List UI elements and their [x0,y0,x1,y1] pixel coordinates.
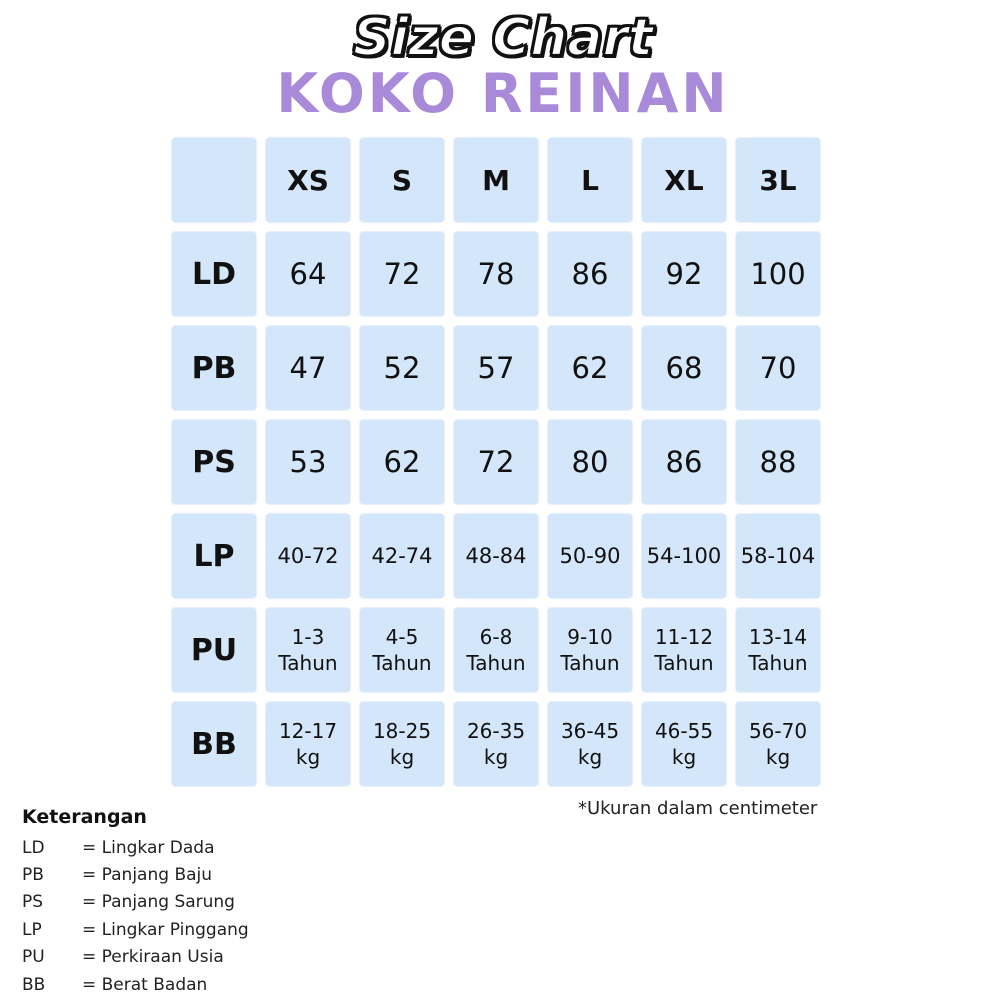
cell-value: kg [671,745,697,769]
table-cell [547,607,633,693]
cell-value: 50-90 [559,544,621,568]
size-header-label: M [482,163,510,197]
cell-value: 9-10 [567,625,613,649]
unit-note: *Ukuran dalam centimeter [578,798,818,819]
table-cell [359,231,445,317]
cell-value: 62 [571,351,609,385]
table-cell [265,513,351,599]
cell-value: 1-3 [291,625,325,649]
table-cell [735,607,821,693]
legend-title: Keterangan [22,806,147,828]
cell-value: Tahun [560,651,620,675]
legend-code: PB [22,865,44,886]
cell-value: 57 [477,351,515,385]
legend-code: PU [22,947,45,968]
cell-value: 56-70 [748,719,808,743]
cell-value: 86 [665,445,703,479]
table-corner-cell [171,137,257,223]
table-cell [265,231,351,317]
size-header-cell [735,137,821,223]
cell-value: 72 [477,445,515,479]
legend-list [22,834,342,998]
table-cell [735,701,821,787]
table-cell [735,325,821,411]
cell-value: kg [765,745,791,769]
cell-value: 62 [383,445,421,479]
chart-title: Size Chart [353,8,653,68]
cell-value: kg [389,745,415,769]
legend-item [22,861,342,888]
legend-item [22,944,342,971]
cell-value: 58-104 [740,544,816,568]
row-label-cell [171,513,257,599]
row-label: BB [191,726,237,762]
cell-value: 72 [383,257,421,291]
table-cell [265,701,351,787]
cell-value: 40-72 [277,544,339,568]
cell-value: kg [295,745,321,769]
table-cell [641,513,727,599]
cell-value: 92 [665,257,703,291]
cell-value: 6-8 [479,625,513,649]
size-header-cell [359,137,445,223]
table-cell [359,419,445,505]
table-cell [641,231,727,317]
cell-value: Tahun [466,651,526,675]
table-cell [359,607,445,693]
legend-meaning: = Berat Badan [82,974,208,995]
table-cell [453,701,539,787]
row-label-cell [171,231,257,317]
row-label-cell [171,419,257,505]
table-cell [735,231,821,317]
row-label: LD [191,256,237,292]
cell-value: 46-55 [654,719,714,743]
size-header-cell [547,137,633,223]
cell-value: 36-45 [560,719,620,743]
table-cell [735,419,821,505]
row-label-cell [171,701,257,787]
table-cell [359,325,445,411]
cell-value: kg [483,745,509,769]
cell-value: 64 [289,257,327,291]
cell-value: Tahun [654,651,714,675]
size-header-label: L [581,163,599,197]
table-cell [735,513,821,599]
table-cell [359,513,445,599]
cell-value: 86 [571,257,609,291]
brand-subtitle: KOKO REINAN [276,62,730,125]
legend-meaning: = Panjang Baju [82,865,213,886]
legend-meaning: = Panjang Sarung [82,892,235,913]
table-cell [453,325,539,411]
legend-code: LP [22,919,42,940]
legend-item [22,889,342,916]
size-header-label: 3L [759,163,797,197]
legend-code: PS [22,892,44,913]
cell-value: 42-74 [371,544,433,568]
table-cell [359,701,445,787]
table-cell [547,325,633,411]
legend-code: BB [22,974,46,995]
cell-value: 52 [383,351,421,385]
legend-item [22,916,342,943]
row-label-cell [171,607,257,693]
table-cell [641,701,727,787]
size-header-cell [641,137,727,223]
cell-value: Tahun [372,651,432,675]
cell-value: 54-100 [646,544,722,568]
size-header-label: XL [664,163,704,197]
cell-value: 13-14 [748,625,808,649]
size-table [171,137,821,787]
cell-value: 47 [289,351,327,385]
legend-meaning: = Lingkar Pinggang [82,919,249,940]
table-cell [547,419,633,505]
table-cell [265,419,351,505]
table-cell [547,513,633,599]
cell-value: Tahun [278,651,338,675]
cell-value: 70 [759,351,797,385]
cell-value: Tahun [748,651,808,675]
size-header-label: S [391,163,413,197]
table-cell [265,325,351,411]
cell-value: kg [577,745,603,769]
cell-value: 88 [759,445,797,479]
cell-value: 12-17 [278,719,338,743]
row-label: PU [190,632,238,668]
cell-value: 11-12 [654,625,714,649]
table-cell [641,325,727,411]
table-cell [265,607,351,693]
cell-value: 26-35 [466,719,526,743]
size-header-cell [265,137,351,223]
row-label: PS [192,444,236,480]
table-cell [547,701,633,787]
legend-meaning: = Perkiraan Usia [82,947,224,968]
table-cell [641,419,727,505]
cell-value: 100 [750,257,806,291]
size-header-cell [453,137,539,223]
cell-value: 68 [665,351,703,385]
cell-value: 53 [289,445,327,479]
row-label: PB [191,350,237,386]
row-label: LP [193,538,235,574]
cell-value: 18-25 [372,719,432,743]
table-cell [547,231,633,317]
cell-value: 48-84 [465,544,527,568]
legend-meaning: = Lingkar Dada [82,837,215,858]
legend-item [22,971,342,998]
table-cell [453,419,539,505]
table-cell [453,231,539,317]
row-label-cell [171,325,257,411]
cell-value: 78 [477,257,515,291]
legend-code: LD [22,837,45,858]
cell-value: 80 [571,445,609,479]
size-header-label: XS [287,163,329,197]
table-cell [453,607,539,693]
cell-value: 4-5 [385,625,419,649]
table-cell [641,607,727,693]
table-cell [453,513,539,599]
legend-item [22,834,342,861]
